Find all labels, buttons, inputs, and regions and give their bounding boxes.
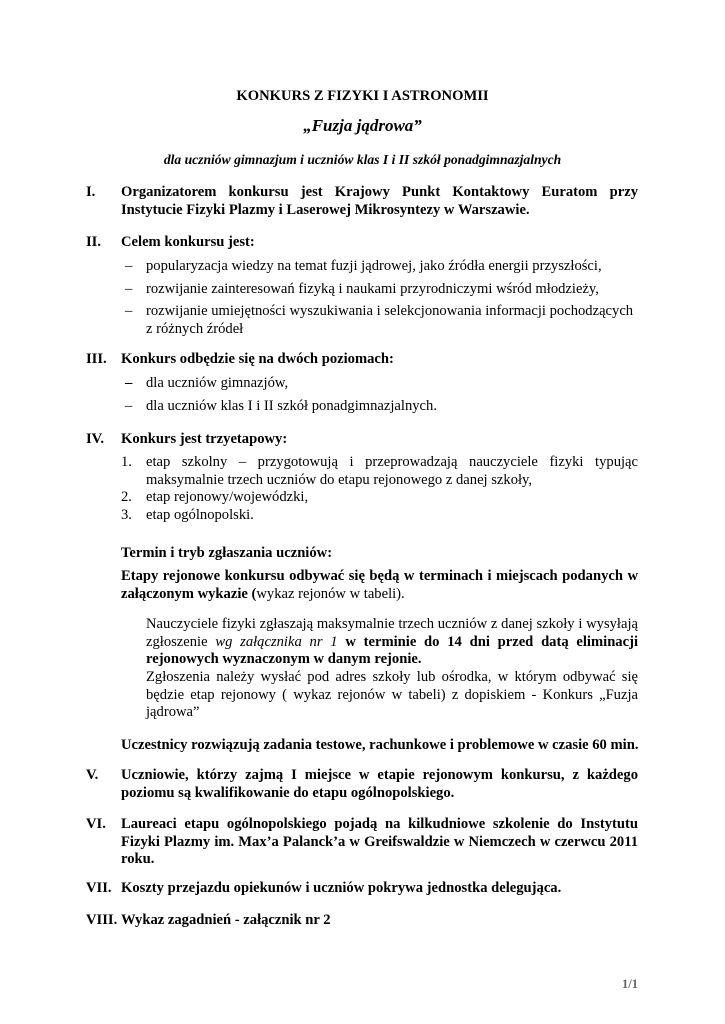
section-1-text: Organizatorem konkursu jest Krajowy Punkt Kontaktowy Euratom przy Instytucie Fizyki Plazmy i Laserowej Mikrosyntezy w Warszawie. bbox=[121, 184, 638, 218]
section-4-heading: Konkurs jest trzyetapowy: bbox=[121, 431, 288, 447]
list-number: 3. bbox=[121, 507, 132, 523]
deadline-text: w terminie do 14 dni przed datą eliminacji rejonowych wyznaczonym w danym rejonie. bbox=[146, 633, 638, 667]
section-7-text: Koszty przejazdu opiekunów i uczniów pokrywa jednostka delegująca. bbox=[121, 880, 562, 896]
section-8-number: VIII. bbox=[86, 912, 118, 928]
page-number: 1/1 bbox=[622, 977, 638, 991]
list-item-text: dla uczniów klas I i II szkół ponadgimnazjalnych. bbox=[146, 398, 437, 414]
list-item-text: popularyzacja wiedzy na temat fuzji jądrowej, jako źródła energii przyszłości, bbox=[146, 258, 602, 274]
section-1-number: I. bbox=[86, 184, 96, 200]
tasks-paragraph: Uczestnicy rozwiązują zadania testowe, rachunkowe i problemowe w czasie 60 min. bbox=[121, 737, 639, 753]
submission-paragraph: Zgłoszenia należy wysłać pod adres szkoły lub ośrodka, w którym odbywać się będzie etap rejonowy ( wykaz rejonów w tabeli) z dopiskiem - Konkurs „Fuzja jądrowa” bbox=[146, 669, 638, 720]
list-item-text: etap rejonowy/wojewódzki, bbox=[146, 489, 309, 505]
list-item-text: etap ogólnopolski. bbox=[146, 507, 254, 523]
section-2-heading: Celem konkursu jest: bbox=[121, 234, 255, 250]
registration-heading: Termin i tryb zgłaszania uczniów: bbox=[121, 545, 333, 561]
dash-marker: – bbox=[125, 375, 133, 391]
list-item-text: rozwijanie umiejętności wyszukiwania i selekcjonowania informacji pochodzących z różnych źródeł bbox=[146, 303, 634, 337]
section-8-text: Wykaz zagadnień - załącznik nr 2 bbox=[121, 912, 331, 928]
dash-marker: – bbox=[125, 258, 133, 274]
teachers-text: Nauczyciele fizyki zgłaszają maksymalnie trzech uczniów z danej szkoły i wysyłają zgłoszenie bbox=[146, 616, 638, 650]
teachers-paragraph bbox=[146, 616, 638, 669]
regional-stages-bold: Etapy rejonowe konkursu odbywać się będą w terminach i miejscach podanych w załączonym wykazie ( bbox=[121, 568, 638, 602]
regional-stages-paragraph bbox=[121, 568, 638, 603]
attachment-1-reference: wg załącznika nr 1 bbox=[215, 633, 338, 650]
section-6-text: Laureaci etapu ogólnopolskiego pojadą na kilkudniowe szkolenie do Instytutu Fizyki Plazmy im. Max’a Palanck’a w Greifswaldzie w Niemczech w czerwcu 2011 roku. bbox=[121, 816, 638, 867]
section-5-text: Uczniowie, którzy zajmą I miejsce w etapie rejonowym konkursu, z każdego poziomu są kwalifikowanie do etapu ogólnopolskiego. bbox=[121, 767, 638, 801]
document-audience: dla uczniów gimnazjum i uczniów klas I i II szkół ponadgimnazjalnych bbox=[163, 152, 562, 167]
dash-marker: – bbox=[125, 303, 133, 319]
section-6-number: VI. bbox=[86, 816, 106, 832]
section-7-number: VII. bbox=[86, 880, 112, 896]
section-3-number: III. bbox=[86, 351, 107, 367]
regional-stages-note: wykaz rejonów w tabeli). bbox=[256, 585, 405, 602]
list-number: 2. bbox=[121, 489, 132, 505]
document-subtitle: „Fuzja jądrowa” bbox=[303, 116, 422, 135]
section-3-heading: Konkurs odbędzie się na dwóch poziomach: bbox=[121, 351, 394, 367]
section-5-number: V. bbox=[86, 767, 99, 783]
list-item-text: dla uczniów gimnazjów, bbox=[146, 375, 289, 391]
list-item-text: etap szkolny – przygotowują i przeprowadzają nauczyciele fizyki typując maksymalnie trzech uczniów do etapu rejonowego z danej szkoły, bbox=[146, 454, 638, 488]
document-title: KONKURS Z FIZYKI I ASTRONOMII bbox=[236, 88, 489, 104]
dash-marker: – bbox=[125, 398, 133, 414]
list-item-text: rozwijanie zainteresowań fizyką i naukami przyrodniczymi wśród młodzieży, bbox=[146, 281, 599, 297]
dash-marker: – bbox=[125, 281, 133, 297]
list-number: 1. bbox=[121, 454, 132, 470]
section-4-number: IV. bbox=[86, 431, 104, 447]
section-2-number: II. bbox=[86, 234, 102, 250]
